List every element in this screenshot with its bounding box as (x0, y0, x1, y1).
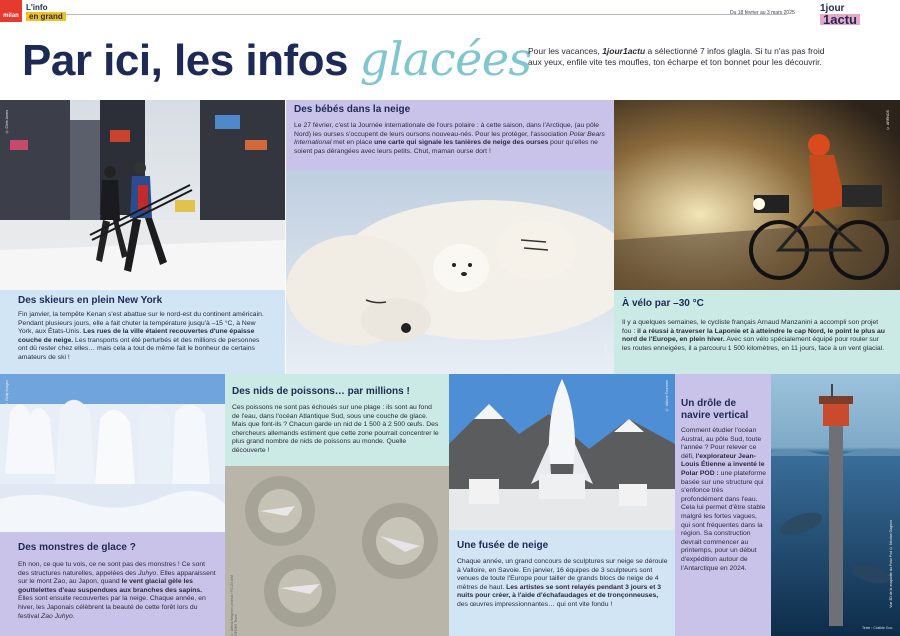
intro-text (528, 46, 828, 68)
text-bold: une carte qui signale les tanières de neige des ourses (374, 139, 549, 147)
snow-rocket-title: Une fusée de neige (457, 540, 549, 551)
polar-bear-photo (286, 170, 614, 374)
bike-text (622, 319, 888, 353)
text-part: . (72, 612, 75, 620)
title-script: glacées (359, 32, 532, 86)
milan-logo: milan (0, 0, 22, 22)
polar-pod-illustration (771, 374, 900, 636)
fish-nests-title: Des nids de poissons… par millions ! (232, 386, 410, 397)
1jour1actu-logo (820, 3, 892, 29)
text-italic: Zao Juhyo (41, 612, 73, 620)
snow-rocket-panel (449, 530, 675, 636)
rubrique-top: L'info (26, 3, 48, 12)
fish-nests-photo (225, 466, 449, 636)
polar-bear-panel (286, 100, 614, 170)
page-title (22, 34, 532, 86)
text-part: Comment étudier l'océan Austral, au pôle Sud, toute l'année ? Pour relever ce défi, (681, 427, 762, 460)
text-part: Fin janvier, la tempête Kenan s'est abattue sur le nord-est du continent américain. Pendant plusieurs jours, elle a fait chuter la température jusqu'à –15 °C, à New York, aux États-Unis. (18, 311, 264, 336)
text-part: Eh non, ce que tu vois, ce ne sont pas des monstres ! Ce sont des structures naturelles, appelées des (18, 561, 206, 577)
polar-pod-title: Un drôle de navire vertical (681, 398, 749, 421)
new-york-title: Des skieurs en plein New York (18, 295, 163, 306)
photo-credit: © ARRNOS (886, 110, 890, 130)
issue-dates: Du 18 février au 3 mars 2025 (730, 10, 795, 16)
text-part: Les transports ont été perturbés et des millions de personnes ont dû rester chez elles… mais cela a tout de même fait le bonheur de certains amateurs de ski ! (18, 336, 260, 361)
polar-pod-photo (771, 374, 900, 636)
rubrique-sub: en grand (26, 12, 66, 21)
intro-part: a sélectionné 7 infos glagla. Si tu n'as pas froid aux yeux, enfile vite tes moufles, ton écharpe et ton bonnet pour les découvrir. (528, 46, 825, 67)
new-york-panel (0, 290, 285, 374)
fish-nests-illustration (225, 466, 449, 636)
ice-monsters-text (18, 561, 217, 621)
bike-illustration (614, 100, 900, 290)
text-part: pour qu'elles ne soient pas dérangées avec leurs petits. Chut, maman ourse dort ! (294, 139, 598, 155)
snow-rocket-illustration (449, 374, 675, 530)
photo-credit: © Getty Images (5, 380, 9, 406)
bike-photo (614, 100, 900, 290)
photo-credit: © Valloire Tourisme (665, 380, 669, 412)
intro-part: Pour les vacances, (528, 46, 603, 56)
polar-pod-panel (675, 374, 771, 636)
new-york-photo (0, 100, 285, 290)
new-york-text (18, 311, 267, 363)
polar-bear-text (294, 122, 606, 156)
text-part: Ces poissons ne sont pas échoués sur une plage : ils sont au fond de l'eau, dans l'océan Atlantique Sud, sous une couche de glace. Mais que font-ils ? Chacun garde un nid de 1 500 à 2 500 œufs. Des chercheurs allemands estiment que cette zone pourrait concentrer le plus grand nombre de nids de poissons au monde. Quelle découverte ! (232, 404, 439, 454)
rubrique-label (26, 3, 66, 21)
text-part: met en place (331, 139, 375, 147)
text-part: Chaque année, un grand concours de sculptures sur neige se déroule à Valloire, en Savoie. En janvier, 16 équipes de 3 sculpteurs sont venues de toute l'Europe pour tailler de grands blocs de neige de 4 mètres de haut. (457, 558, 668, 591)
bike-panel (614, 290, 900, 374)
polar-pod-text (681, 427, 766, 573)
text-part: des œuvres impressionnantes… qui ont vite fondu ! (457, 600, 613, 608)
text-part: Elles sont ensuite recouvertes par la neige. Chaque année, en hiver, les Japonais célèbrent la beauté de cette forêt lors du festival (18, 595, 206, 620)
photo-credit: © Chris Jones (5, 110, 9, 134)
ice-monsters-illustration (0, 374, 225, 532)
bike-title: À vélo par –30 °C (622, 298, 704, 309)
text-bold: Les artistes se sont relayés pendant 3 jours et 3 nuits pour créer, à l'aide d'échafaudages et de tronçonneuses, (457, 583, 662, 600)
text-credit: Texte : Clotilde Goc (862, 626, 893, 630)
text-part: Il y a quelques semaines, le cycliste français Arnaud Manzanini a accompli son projet fou : (622, 319, 879, 335)
ice-monsters-photo (0, 374, 225, 532)
text-part: une plateforme basée sur une structure qui s'enfonce très profondément dans l'eau. Cela lui permet d'être stable malgré les fortes vagues, qui sont fréquentes dans la région. Sa construction devrait commencer au printemps, pour un début d'expédition autour de l'Antarctique en 2024. (681, 469, 767, 572)
ice-monsters-title: Des monstres de glace ? (18, 542, 136, 553)
intro-brand: 1jour1actu (602, 46, 646, 56)
snow-rocket-photo (449, 374, 675, 530)
text-part: . Elles apparaissent sur le mont Zao, au Japon, quand (18, 569, 216, 586)
new-york-illustration (0, 100, 285, 290)
text-bold: l'explorateur Jean-Louis Étienne a inventé le Polar POD : (681, 452, 765, 477)
logo-top: 1jour (820, 3, 845, 14)
photo-credit: © Adobe Stock (604, 340, 608, 365)
header-rule (42, 14, 787, 15)
text-italic: Juhyo (138, 569, 157, 577)
text-italic: Polar Bears International (294, 130, 605, 147)
logo-bottom: 1actu (820, 14, 860, 25)
text-bold: le vent glacial gèle les gouttelettes d'eau suspendues aux branches des sapins. (18, 578, 203, 594)
title-main: Par ici, les infos (22, 36, 349, 85)
text-part: Avec son vélo spécialement équipé pour rouler sur les routes enneigées, il a parcouru 1 500 kilomètres, en 11 jours, face à un vent glacial. (622, 336, 885, 352)
text-bold: il a réussi à traverser la Laponie et à atteindre le cap Nord, le point le plus au nord de l'Europe, en plein hiver. (622, 327, 885, 344)
fish-nests-text (232, 404, 441, 456)
fish-nests-panel (225, 374, 449, 466)
snow-rocket-text (457, 558, 669, 610)
polar-bear-title: Des bébés dans la neige (294, 104, 411, 115)
polar-bear-illustration (286, 170, 614, 374)
ice-monsters-panel (0, 532, 225, 636)
text-part: Le 27 février, c'est la Journée internationale de l'ours polaire : à cette saison, dans l'Arctique, (au pôle Nord) les ourses s'occupent de leurs oursons nouveau-nés. Pour les protéger, l'association (294, 122, 600, 138)
text-bold: Les rues de la ville étaient recouvertes d'une épaisse couche de neige. (18, 328, 255, 344)
photo-credit: © Alfred-Wegener-Institut / PS124 AWI OFOBS Team (230, 574, 238, 636)
photo-credit: Vue 3D de la maquette du Polar Pod © Nicolas Gagnon (889, 520, 893, 608)
